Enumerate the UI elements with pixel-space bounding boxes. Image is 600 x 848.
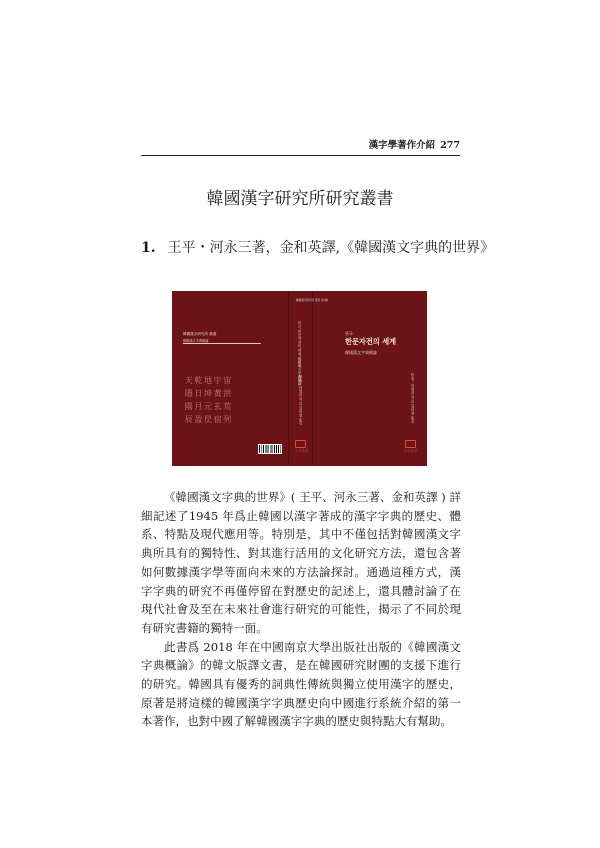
calligraphy-char: 宿 xyxy=(213,415,222,424)
item-title: 王平・河永三著，金和英譯,《韓國漢文字典的世界》 xyxy=(167,240,495,256)
calligraphy-char: 坤 xyxy=(203,389,212,398)
cover-front-author: 왕핑 · 하영삼 지음 김화영 옮김 xyxy=(411,373,415,424)
calligraphy-char: 天 xyxy=(184,376,193,385)
paragraph: 《韓國漢文字典的世界》( 王平、河永三著、金和英譯 ) 詳細記述了1945 年爲止韓國以漢字著成的漢字字典的歷史、體系、特點及現代應用等。特別是，其中不僅包括對韓國漢文字典所具有的獨特性、對其進行活用的文化研究方法，還包含著如何數據漢字學等面向未來的方法論探討。通過這種方式，漢字字典的研究不再僅停留在對歷史的記述上，還具體討論了在現代社會及至在未來社會進行研究的可能性，揭示了不同於現有研究書籍的獨特一面。 xyxy=(141,490,461,635)
calligraphy-char: 辰 xyxy=(184,415,193,424)
calligraphy-char: 洪 xyxy=(223,389,232,398)
body-text xyxy=(141,488,461,731)
calligraphy-char: 昃 xyxy=(203,415,212,424)
calligraphy-char: 元 xyxy=(203,402,212,411)
calligraphy-char: 盈 xyxy=(194,415,203,424)
cover-spine-series: 韓國漢字研究所 叢書 第1輯 xyxy=(296,299,328,302)
calligraphy-char: 陽 xyxy=(184,402,193,411)
cover-calligraphy xyxy=(184,376,232,428)
section-title: 韓國漢字研究所研究叢書 xyxy=(206,189,394,209)
barcode-icon xyxy=(258,444,282,454)
paragraph: 此書爲 2018 年在中國南京大學出版社出版的《韓國漢文字典概論》的韓文版譯文書，是在韓國研究財團的支援下進行的研究。韓國具有優秀的詞典性傳統與獨立使用漢字的歷史，原著是將這樣的韓國漢字字典歷史向中國進行系統介紹的第一本著作，也對中國了解韓國漢字字典的歷史與特點大有幫助。 xyxy=(141,639,461,729)
calligraphy-char: 日 xyxy=(194,389,203,398)
cover-back-series: 韓國漢字研究所 叢書 xyxy=(183,332,217,336)
cover-front-title: 한문자전의 세계 xyxy=(345,337,397,346)
publisher-logo-icon xyxy=(295,440,306,448)
running-head xyxy=(141,139,460,156)
cover-spine-edge xyxy=(288,291,289,466)
cover-back-rule xyxy=(183,343,261,344)
running-head-title: 漢字學著作介紹 xyxy=(368,140,436,151)
calligraphy-char: 宇 xyxy=(213,376,222,385)
book-cover-image xyxy=(172,291,427,466)
cover-front-subtitle: 韓國漢文字典概論 xyxy=(345,350,377,355)
calligraphy-char: 月 xyxy=(194,402,203,411)
calligraphy-char: 荒 xyxy=(223,402,232,411)
item-heading xyxy=(141,238,495,258)
calligraphy-char: 地 xyxy=(203,376,212,385)
cover-back-subtitle: 韓國漢文字典概論 xyxy=(183,339,209,343)
calligraphy-char: 玄 xyxy=(213,402,222,411)
publisher-logo-icon xyxy=(405,440,416,448)
item-number: 1. xyxy=(141,240,156,256)
calligraphy-char: 黃 xyxy=(213,389,222,398)
cover-spine-edge xyxy=(312,291,313,466)
page-number: 277 xyxy=(440,140,460,151)
cover-spine-author: 왕핑 · 하영삼 지음 김화영 옮김 xyxy=(299,375,303,426)
cover-front-korean: 한국 xyxy=(345,331,353,336)
cover-spine-publisher: 도서출판 xyxy=(295,449,309,453)
calligraphy-char: 列 xyxy=(223,415,232,424)
calligraphy-char: 乾 xyxy=(194,376,203,385)
calligraphy-char: 隱 xyxy=(184,389,193,398)
cover-front-publisher: 도서출판 xyxy=(404,449,418,453)
calligraphy-char: 宙 xyxy=(223,376,232,385)
cover-spine-title: 한국 한문자전의 세계 韓國漢文字典概論 xyxy=(298,321,302,386)
